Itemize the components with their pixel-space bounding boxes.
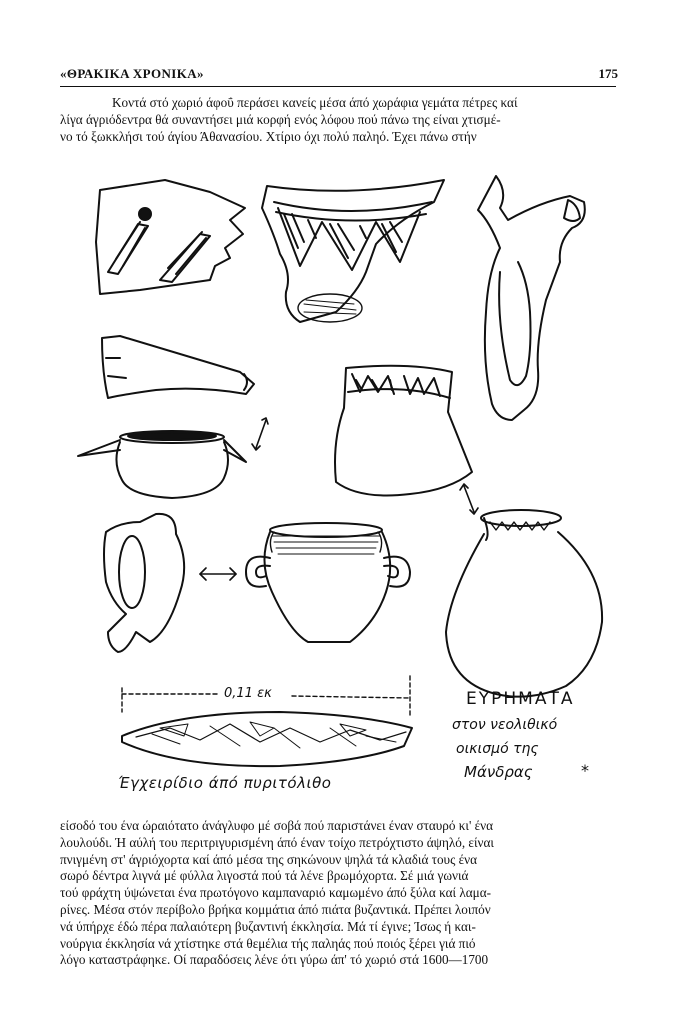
header-rule [60,86,616,87]
sherd-hatched-fragment [96,180,245,294]
lugged-bowl [78,431,246,498]
text-line: Κοντά στό χωριό άφοΰ περάσει κανείς μέσα άπό χωράφια γεμάτα πέτρες καί [112,95,518,110]
asterisk-mark: * [581,761,589,780]
top-paragraph [60,95,616,145]
text-line: νούργια έκκλησία νά χτίστηκε στά θεμέλια τής παληάς πού ποιός ξέρει γιά πιό [60,935,476,951]
text-line: λόγο καταστράφηκε. Οί παραδόσεις λένε ότι γύρω άπ' τό χωριό στά 1600—1700 [60,952,489,968]
text-line: πνιγμένη στ' άγριόχορτα καί άπό μέσα της σηκώνουν ψηλά τά κλαδιά τους ένα [60,851,478,867]
text-line: νο τό ξωκκλήσι τού άγίου Άθανασίου. Χτίριο όχι πολύ παληό. Έχει πάνω στήν [60,128,477,144]
wedge-handle [102,336,254,398]
bowl-rim-triangles [262,180,444,322]
two-handled-jar [246,523,410,642]
text-line: λουλούδι. Ή αύλή του περιτριγυρισμένη άπό έναν τοίχο πετρόχτιστο άψηλό, είναι [60,834,494,850]
dimension-label: 0,11 εκ [224,686,272,701]
handwritten-line: στον νεολιθικό [452,717,558,733]
text-line: σωρό δέντρα λιγνά μέ φύλλα λιγοστά πού τά λένε βρωμόχορτα. Σέ μιά γωνιά [60,868,469,884]
pierced-handle [104,514,184,652]
page-number: 175 [598,66,618,81]
text-line: νά ύπήρχε έδώ πέρα παλαιότερη βυζαντινή έκκλησία. Μά τί έγινε; Ίσως ή και- [60,918,476,934]
text-line: λίγα άγριόδεντρα θά συναντήσει μιά κορφή ενός λόφου πού πάνω της είναι χτισμέ- [60,111,501,127]
bottom-paragraph [60,818,616,969]
flint-blade [122,712,412,766]
handle-fragment [478,176,585,420]
connection-arrow [200,568,236,580]
handwritten-line: οικισμό της [456,741,539,757]
handwritten-line: Μάνδρας [464,763,533,781]
text-line: είσοδό του ένα ώραιότατο άνάγλυφο μέ σοβά πού παριστάνει έναν σταυρό κι' ένα [60,818,494,833]
connection-arrow [460,484,478,514]
connection-arrow [252,418,268,450]
figure-caption: Έγχειρίδιο άπό πυριτόλιθο [118,774,332,792]
text-line: ρίνες. Μέσα στόν περίβολο βρήκα κομμάτια άπό πιάτα βυζαντικά. Πρέπει λοιπόν [60,901,491,917]
zigzag-cone-sherd [335,366,472,496]
text-line: τού φράχτη ύψώνεται ένα πρωτόγονο καμπαναριό καμωμένο άπό ξύλα καί λαμα- [60,885,492,901]
ovoid-jar [446,510,602,697]
handwritten-title: ΕΥΡΗΜΑΤΑ [466,689,575,709]
journal-title: «ΘΡΑΚΙΚΑ ΧΡΟΝΙΚΑ» [60,66,204,81]
